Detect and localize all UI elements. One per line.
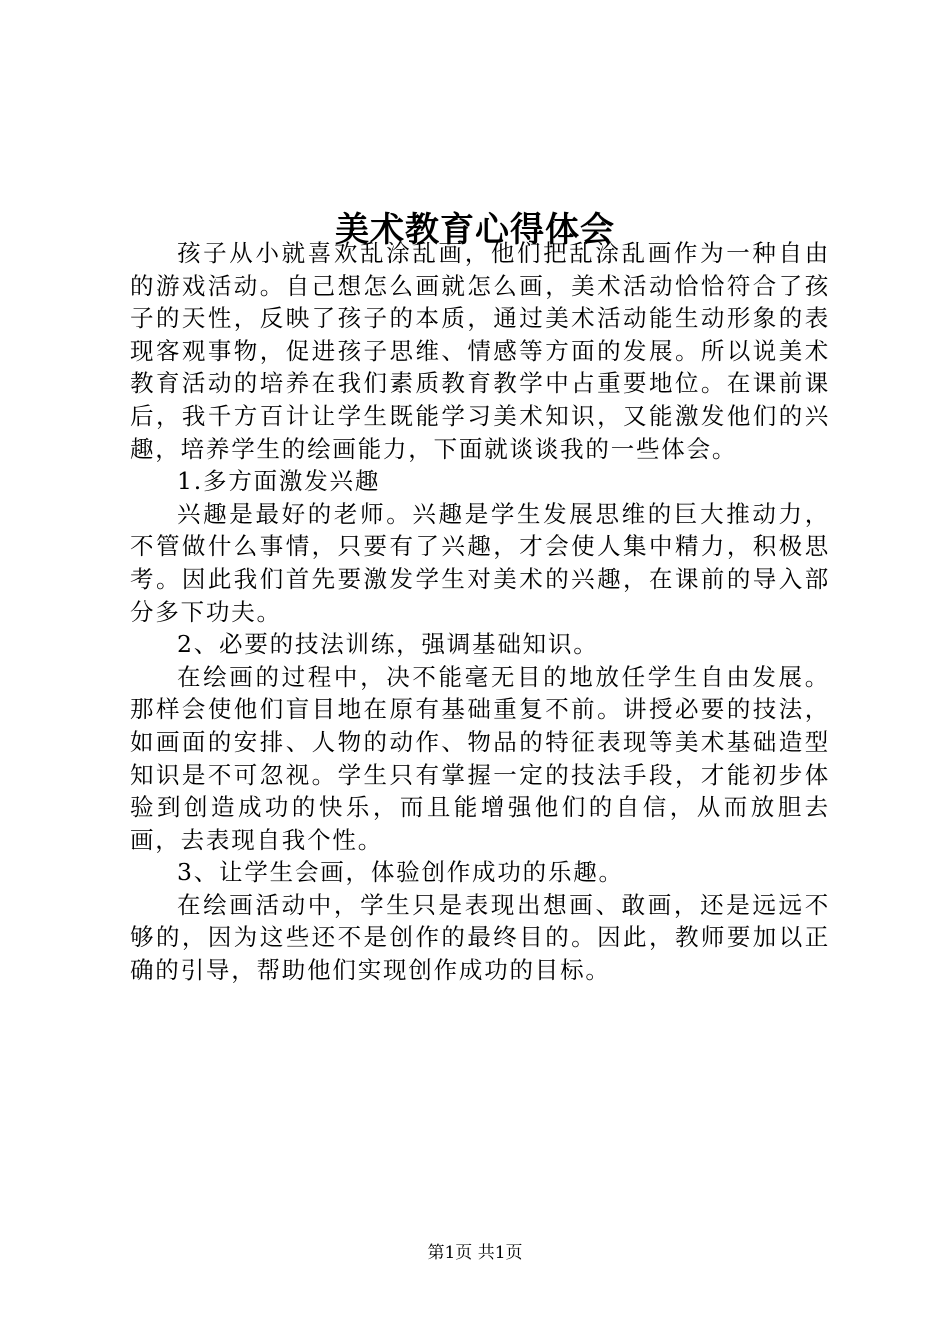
section-heading-3: 3、让学生会画，体验创作成功的乐趣。: [177, 858, 624, 887]
section-heading-2: 2、必要的技法训练，强调基础知识。: [177, 630, 599, 659]
intro-paragraph: 孩子从小就喜欢乱涂乱画，他们把乱涂乱画作为一种自由的游戏活动。自己想怎么画就怎么画，美术活动恰恰符合了孩子的天性，反映了孩子的本质，通过美术活动能生动形象的表现客观事物，促进孩子思维、情感等方面的发展。所以说美术教育活动的培养在我们素质教育教学中占重要地位。在课前课后，我千方百计让学生既能学习美术知识，又能激发他们的兴趣，培养学生的绘画能力，下面就谈谈我的一些体会。: [130, 239, 830, 463]
page-number-footer: 第1页 共1页: [427, 1243, 523, 1263]
section-paragraph-1: 兴趣是最好的老师。兴趣是学生发展思维的巨大推动力，不管做什么事情，只要有了兴趣，才会使人集中精力，积极思考。因此我们首先要激发学生对美术的兴趣，在课前的导入部分多下功夫。: [130, 499, 830, 626]
section-paragraph-3: 在绘画活动中，学生只是表现出想画、敢画，还是远远不够的，因为这些还不是创作的最终目的。因此，教师要加以正确的引导，帮助他们实现创作成功的目标。: [130, 890, 830, 985]
section-heading-1: 1.多方面激发兴趣: [177, 467, 381, 496]
section-paragraph-2: 在绘画的过程中，决不能毫无目的地放任学生自由发展。那样会使他们盲目地在原有基础重复不前。讲授必要的技法，如画面的安排、人物的动作、物品的特征表现等美术基础造型知识是不可忽视。学生只有掌握一定的技法手段，才能初步体验到创造成功的快乐，而且能增强他们的自信，从而放胆去画，去表现自我个性。: [130, 662, 830, 854]
document-body: [130, 237, 830, 987]
document-title: 美术教育心得体会: [335, 209, 615, 250]
